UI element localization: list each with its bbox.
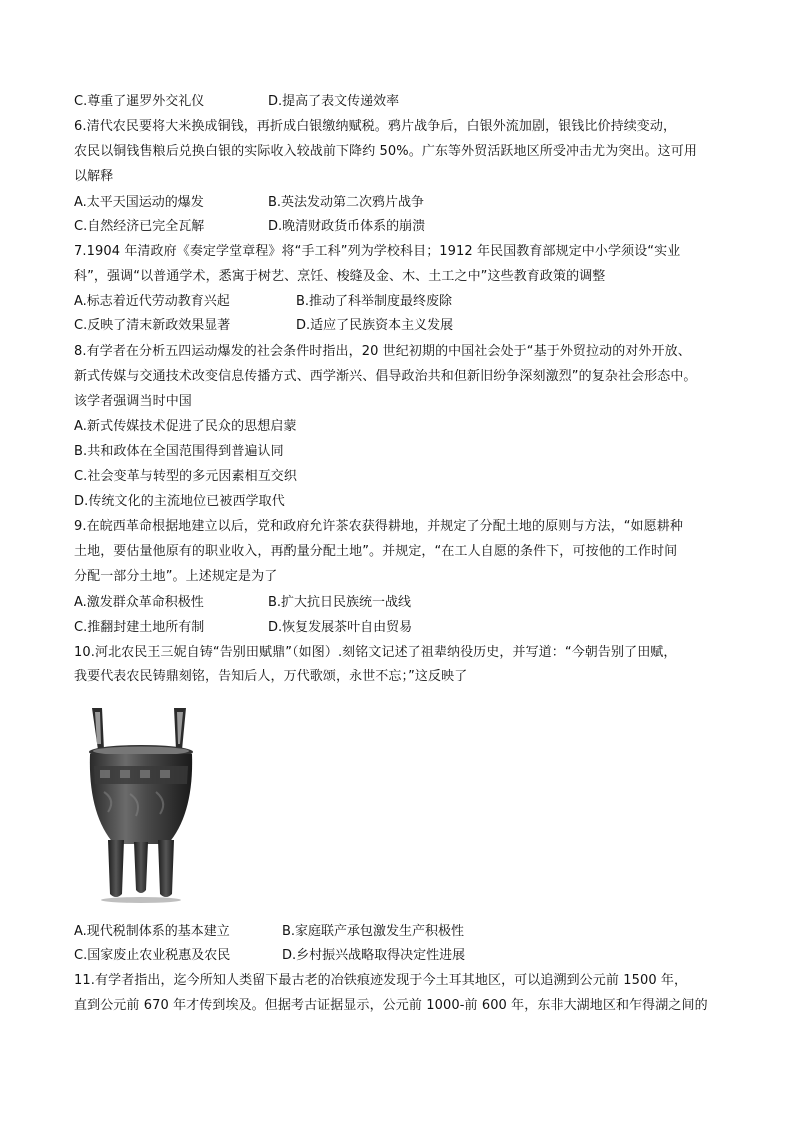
q9-option-c: C.推翻封建土地所有制 xyxy=(74,620,205,635)
q6-option-d: D.晚清财政货币体系的崩溃 xyxy=(268,219,426,234)
q6-option-c: C.自然经济已完全瓦解 xyxy=(74,219,205,234)
q10-option-a: A.现代税制体系的基本建立 xyxy=(74,924,230,939)
q7-stem-line-1: 7.1904 年清政府《奏定学堂章程》将“手工科”列为学校科目；1912 年民国教育部规定中小学须设“实业 xyxy=(74,244,681,259)
q6-stem-line-3: 以解释 xyxy=(74,169,114,184)
q8-option-d: D.传统文化的主流地位已被西学取代 xyxy=(74,494,285,509)
q7-stem-line-2: 科”，强调“以普通学术，悉寓于树艺、烹饪、梭缝及金、木、土工之中”这些教育政策的调整 xyxy=(74,269,606,284)
q6-option-b: B.英法发动第二次鸦片战争 xyxy=(268,195,425,210)
q10-stem-line-1: 10.河北农民王三妮自铸“告别田赋鼎”（如图）.刻铭文记述了祖辈纳役历史，并写道：“今朝告别了田赋， xyxy=(74,645,677,660)
q6-option-a: A.太平天国运动的爆发 xyxy=(74,195,204,210)
q8-option-a: A.新式传媒技术促进了民众的思想启蒙 xyxy=(74,419,297,434)
q9-option-a: A.激发群众革命积极性 xyxy=(74,595,204,610)
q6-stem-line-2: 农民以铜钱售粮后兑换白银的实际收入较战前下降约 50%。广东等外贸活跃地区所受冲击尤为突出。这可用 xyxy=(74,144,697,159)
q10-option-b: B.家庭联产承包激发生产积极性 xyxy=(282,924,465,939)
q9-option-d: D.恢复发展茶叶自由贸易 xyxy=(268,620,413,635)
ding-cauldron-image xyxy=(86,704,196,904)
q5-option-d: D.提高了表文传递效率 xyxy=(268,94,400,109)
q7-option-c: C.反映了清末新政效果显著 xyxy=(74,318,231,333)
q11-stem-line-1: 11.有学者指出，迄今所知人类留下最古老的冶铁痕迹发现于今土耳其地区，可以追溯到公元前 1500 年， xyxy=(74,973,688,988)
q10-stem-line-2: 我要代表农民铸鼎刻铭，告知后人，万代歌颂，永世不忘；”这反映了 xyxy=(74,669,468,684)
q9-stem-line-2: 土地，要估量他原有的职业收入，再酌量分配土地”。并规定，“在工人自愿的条件下，可按他的工作时间 xyxy=(74,544,678,559)
q9-stem-line-1: 9.在皖西革命根据地建立以后，党和政府允许茶农获得耕地，并规定了分配土地的原则与方法，“如愿耕种 xyxy=(74,519,683,534)
q5-option-c: C.尊重了暹罗外交礼仪 xyxy=(74,94,205,109)
q11-stem-line-2: 直到公元前 670 年才传到埃及。但据考古证据显示，公元前 1000-前 600 年，东非大湖地区和乍得湖之间的 xyxy=(74,998,708,1013)
q8-stem-line-2: 新式传媒与交通技术改变信息传播方式、西学渐兴、倡导政治共和但新旧纷争深刻激烈”的复杂社会形态中。 xyxy=(74,369,697,384)
q7-option-b: B.推动了科举制度最终废除 xyxy=(296,294,453,309)
q8-option-b: B.共和政体在全国范围得到普遍认同 xyxy=(74,444,284,459)
q10-option-d: D.乡村振兴战略取得决定性进展 xyxy=(282,948,466,963)
q8-stem-line-3: 该学者强调当时中国 xyxy=(74,394,192,409)
q7-option-a: A.标志着近代劳动教育兴起 xyxy=(74,294,230,309)
q6-stem-line-1: 6.清代农民要将大米换成铜钱，再折成白银缴纳赋税。鸦片战争后，白银外流加剧，银钱比价持续变动， xyxy=(74,119,677,134)
q10-option-c: C.国家废止农业税惠及农民 xyxy=(74,948,231,963)
q9-option-b: B.扩大抗日民族统一战线 xyxy=(268,595,412,610)
q8-stem-line-1: 8.有学者在分析五四运动爆发的社会条件时指出，20 世纪初期的中国社会处于“基于外贸拉动的对外开放、 xyxy=(74,344,691,359)
q7-option-d: D.适应了民族资本主义发展 xyxy=(296,318,454,333)
q8-option-c: C.社会变革与转型的多元因素相互交织 xyxy=(74,469,298,484)
q9-stem-line-3: 分配一部分土地”。上述规定是为了 xyxy=(74,569,278,584)
